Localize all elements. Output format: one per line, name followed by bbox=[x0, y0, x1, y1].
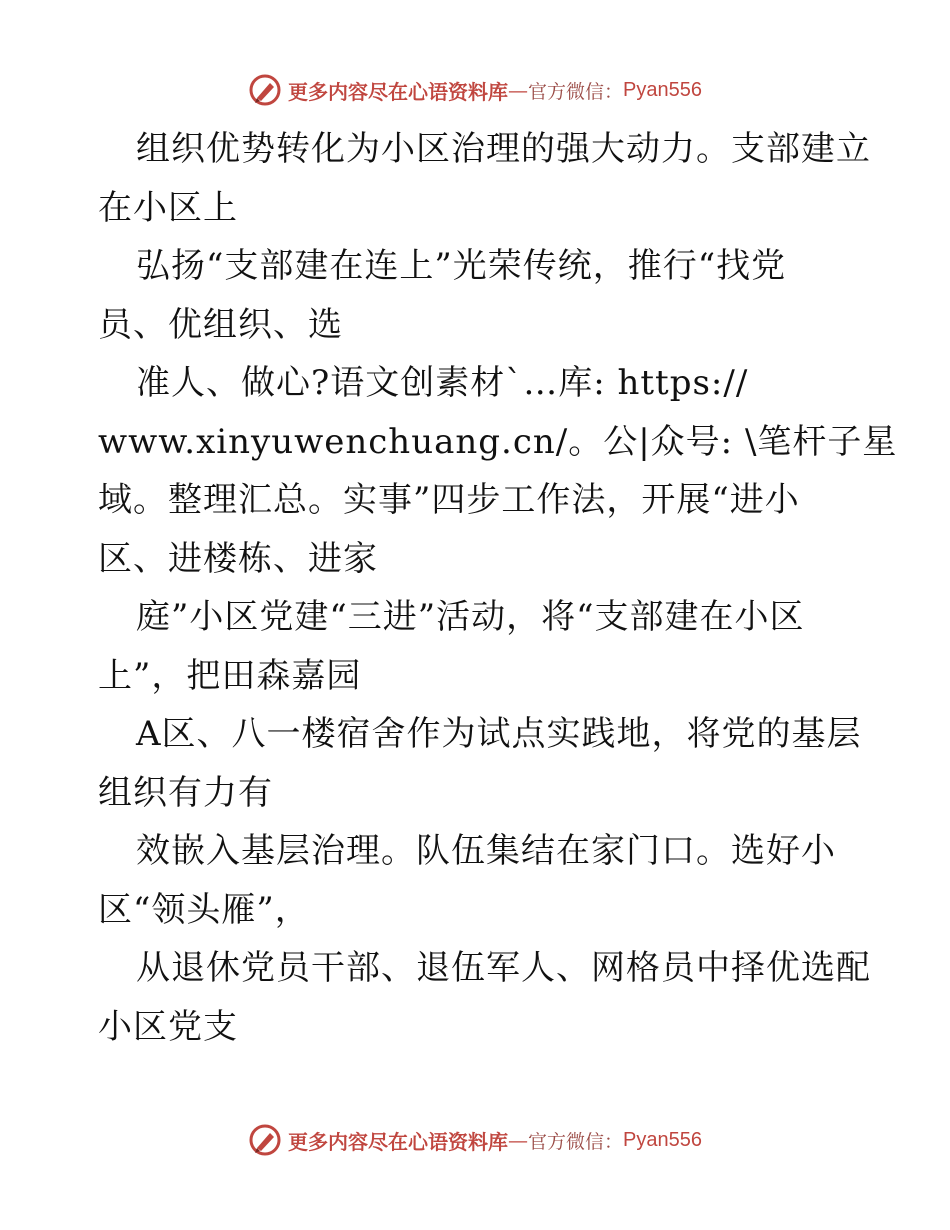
banner-account: Pyan556 bbox=[623, 78, 702, 101]
banner-wechat-label: 官方微信： bbox=[528, 80, 624, 103]
body-line: A区、八一楼宿舍作为试点实践地，将党的基层 bbox=[136, 714, 862, 754]
body-line: 区“领头雁”， bbox=[98, 889, 310, 930]
pen-logo-icon bbox=[248, 73, 282, 107]
body-line: 效嵌入基层治理。队伍集结在家门口。选好小 bbox=[136, 831, 836, 871]
banner-dash: — bbox=[508, 1128, 528, 1152]
body-line: 在小区上 bbox=[98, 187, 238, 228]
body-line: 域。整理汇总。实事”四步工作法，开展“进小 bbox=[98, 480, 800, 520]
body-line: 员、优组织、选 bbox=[98, 304, 343, 345]
pen-logo-icon bbox=[248, 1123, 282, 1157]
body-line: 小区党支 bbox=[98, 1006, 238, 1047]
body-line: www.xinyuwenchuang.cn/。公|众号: \笔杆子星 bbox=[98, 421, 898, 462]
header-banner bbox=[0, 70, 950, 110]
banner-site-text: 更多内容尽在心语资料库 bbox=[288, 79, 508, 104]
body-line: 上”，把田森嘉园 bbox=[98, 655, 362, 696]
body-line: 从退休党员干部、退伍军人、网格员中择优选配 bbox=[136, 948, 871, 988]
body-line: 区、进楼栋、进家 bbox=[98, 538, 378, 579]
document-body bbox=[98, 120, 898, 1056]
body-line: 准人、做心?语文创素材`…库: https:// bbox=[136, 363, 749, 403]
body-line: 庭”小区党建“三进”活动，将“支部建在小区 bbox=[136, 597, 805, 637]
banner-dash: — bbox=[508, 78, 528, 102]
banner-site-text: 更多内容尽在心语资料库 bbox=[288, 1129, 508, 1154]
banner-wechat-label: 官方微信： bbox=[528, 1130, 624, 1153]
body-line: 组织优势转化为小区治理的强大动力。支部建立 bbox=[136, 129, 871, 169]
body-line: 组织有力有 bbox=[98, 772, 273, 813]
footer-banner bbox=[0, 1120, 950, 1160]
body-line: 弘扬“支部建在连上”光荣传统，推行“找党 bbox=[136, 246, 787, 286]
banner-account: Pyan556 bbox=[623, 1128, 702, 1151]
